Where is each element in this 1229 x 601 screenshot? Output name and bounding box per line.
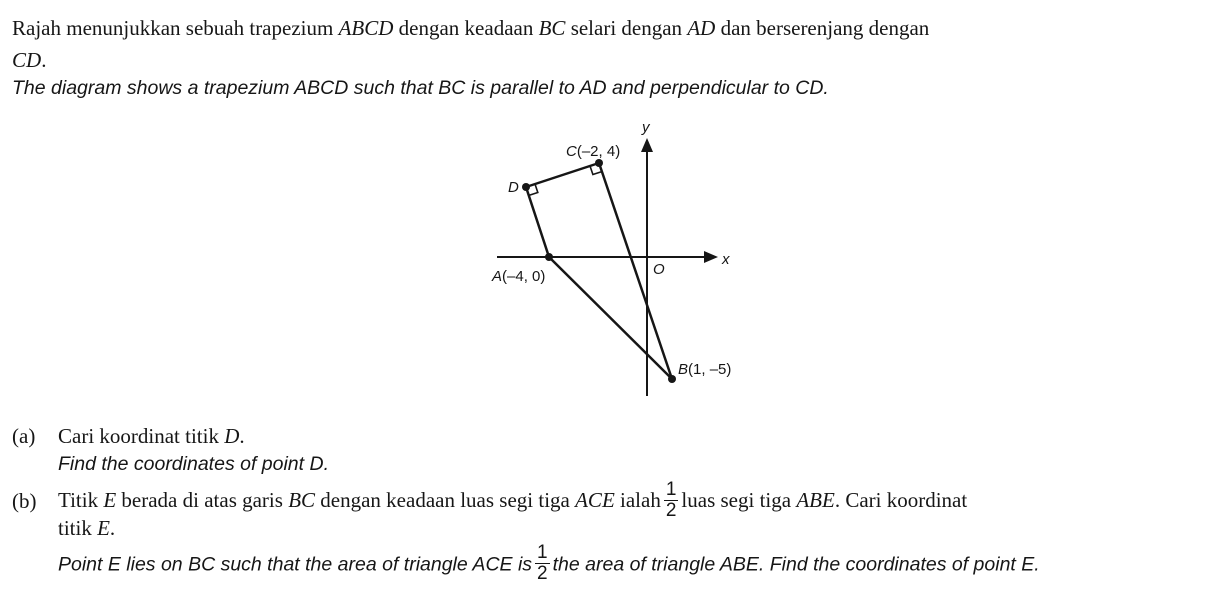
intro-ms-line-2: CD. bbox=[12, 48, 47, 72]
fraction-one-half-en: $\frac{1}{2}$ bbox=[537, 542, 548, 584]
point-d-label: D bbox=[508, 179, 519, 196]
segment-cd bbox=[526, 163, 599, 187]
intro-en-text: The diagram shows a trapezium ABCD such that BC is parallel to AD and perpendicular to CD. bbox=[12, 77, 829, 99]
point-b-label: B(1, –5) bbox=[678, 361, 732, 378]
question-a-ms: Cari koordinat titik D. bbox=[58, 424, 245, 448]
question-a-en: Find the coordinates of point D. bbox=[58, 453, 329, 475]
y-axis-label: y bbox=[642, 119, 650, 136]
point-a bbox=[545, 253, 553, 261]
point-b bbox=[668, 375, 676, 383]
question-a-marker: (a) bbox=[12, 424, 36, 448]
point-d bbox=[522, 183, 530, 191]
fraction-one-half: $\frac{1}{2}$ bbox=[665, 478, 677, 521]
intro-ms-line-1: Rajah menunjukkan sebuah trapezium ABCD dengan keadaan BC selari dengan AD dan berserenjang dengan bbox=[12, 16, 930, 40]
x-axis-arrow-icon bbox=[704, 251, 718, 263]
point-c-label: C(–2, 4) bbox=[566, 143, 621, 160]
origin-label: O bbox=[653, 261, 665, 278]
point-a-label: A(–4, 0) bbox=[492, 268, 546, 285]
question-b-marker: (b) bbox=[12, 489, 37, 513]
question-b-ms-line-2: titik E. bbox=[58, 516, 116, 540]
question-b-en: Point E lies on BC such that the area of triangle ACE is $\frac{1}{2}$ the area of triangle ABE. Find the coordinates of point E. bbox=[58, 542, 1040, 584]
y-axis-arrow-icon bbox=[641, 138, 653, 152]
x-axis-label: x bbox=[722, 251, 730, 268]
trapezium-diagram bbox=[480, 112, 760, 402]
point-c bbox=[595, 159, 603, 167]
segment-da bbox=[526, 187, 549, 257]
question-b-ms-line-1: Titik E berada di atas garis BC dengan keadaan luas segi tiga ACE ialah $\frac{1}{2}$ luas segi tiga ABE. Cari koordinat bbox=[58, 478, 968, 521]
